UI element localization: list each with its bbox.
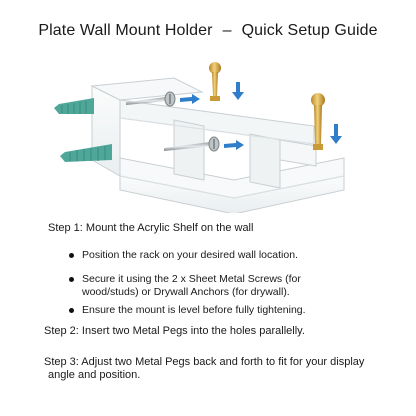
- drywall-anchor-lower: [60, 144, 112, 162]
- title-guide: Quick Setup Guide: [241, 22, 378, 39]
- step-2-heading: Step 2: Insert two Metal Pegs into the holes parallelly.: [44, 325, 305, 337]
- metal-peg-left: [209, 62, 221, 101]
- bullet-text: Secure it using the 2 x Sheet Metal Screws (for wood/studs) or Drywall Anchors (for drywall).: [82, 273, 301, 298]
- step-1-bullet-level: [82, 304, 382, 317]
- page-title: [0, 22, 416, 40]
- title-dash: –: [222, 22, 232, 39]
- step-1-bullet-position: [82, 249, 382, 262]
- drywall-anchor-upper: [54, 98, 94, 114]
- bullet-dot: [69, 277, 74, 282]
- bullet-text: Ensure the mount is level before fully tightening.: [82, 304, 306, 316]
- bullet-dot: [69, 253, 74, 258]
- step-1-bullet-secure: [82, 273, 352, 298]
- bullet-dot: [69, 308, 74, 313]
- step-3-heading: Step 3: Adjust two Metal Pegs back and forth to fit for your display: [44, 356, 365, 368]
- step-3-continuation: angle and position.: [48, 369, 141, 381]
- bullet-text: Position the rack on your desired wall location.: [82, 249, 298, 261]
- title-product: Plate Wall Mount Holder: [38, 22, 213, 39]
- step-1-heading: Step 1: Mount the Acrylic Shelf on the wall: [48, 222, 254, 234]
- mount-illustration: [54, 48, 354, 213]
